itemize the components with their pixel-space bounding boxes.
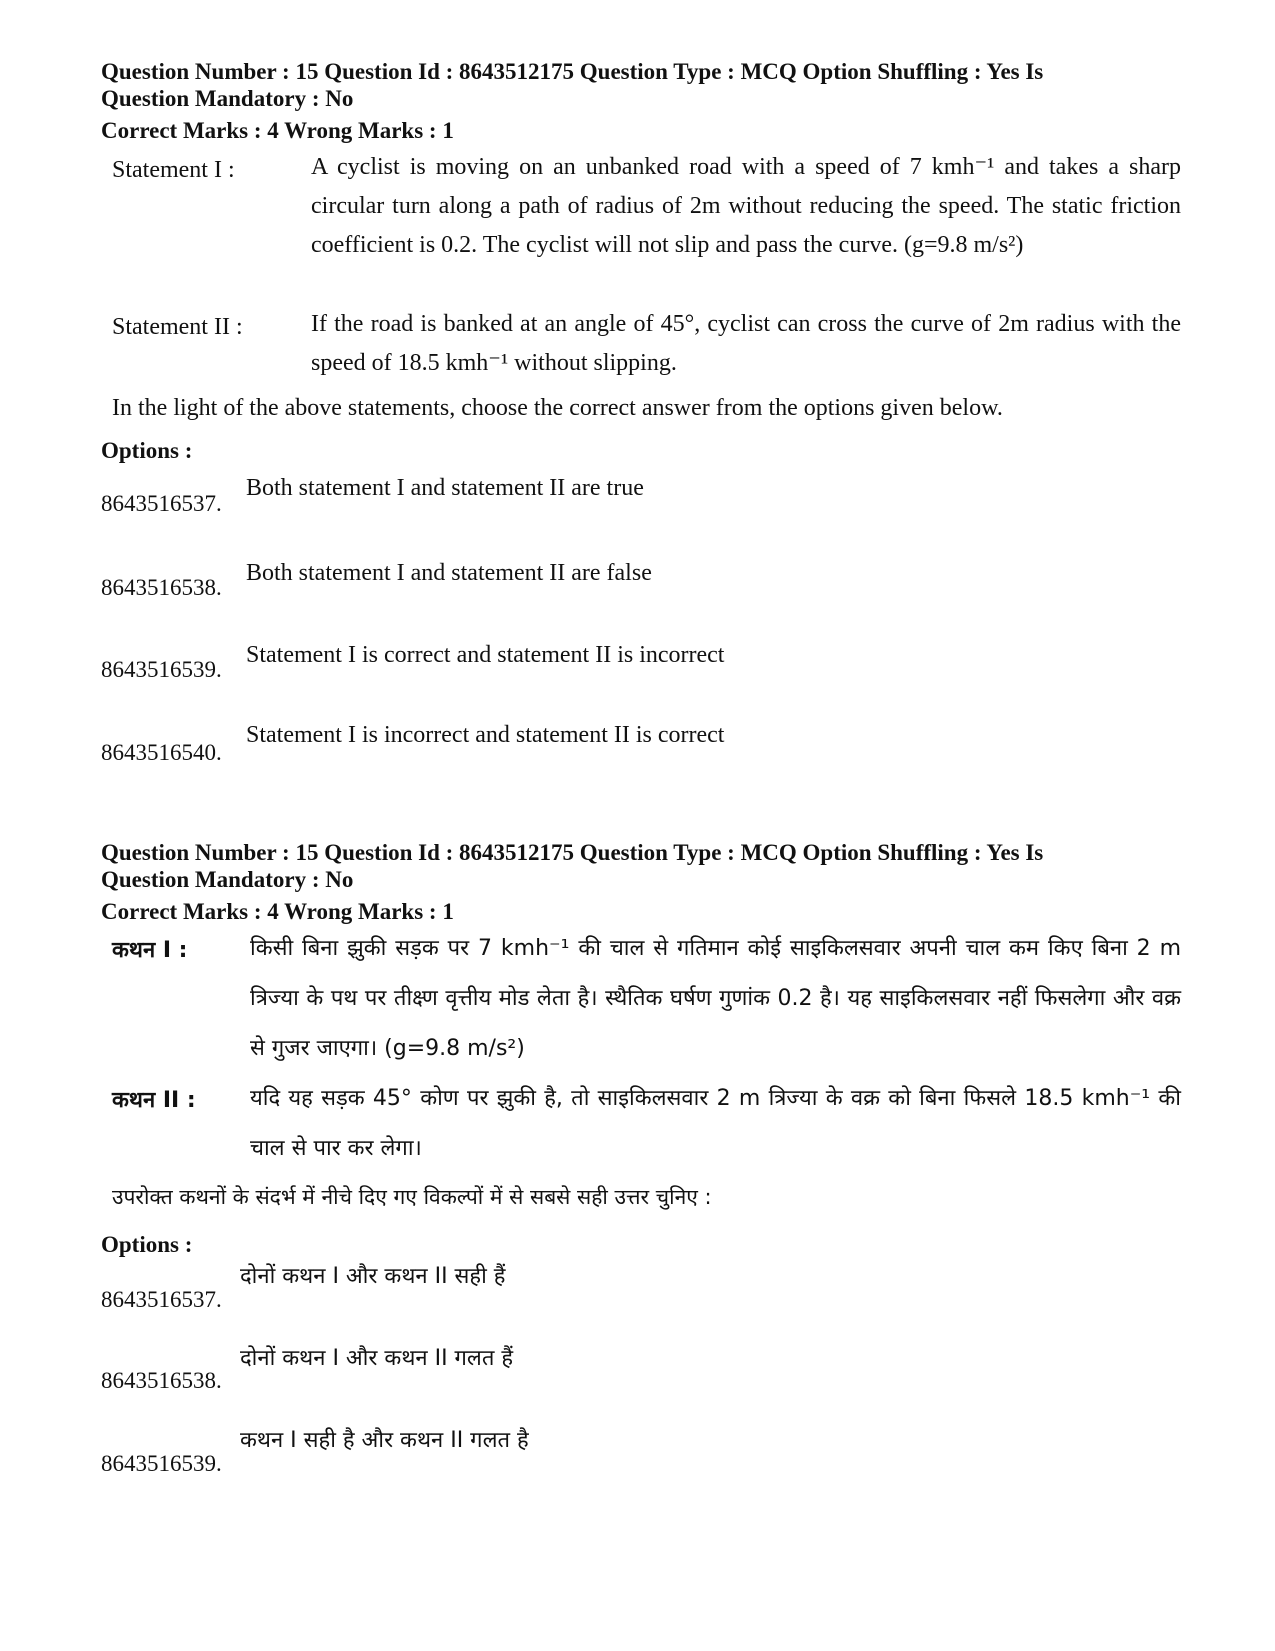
- instruction-text: उपरोक्त कथनों के संदर्भ में नीचे दिए गए विकल्पों में से सबसे सही उत्तर चुनिए :: [112, 1185, 712, 1209]
- statement-2-text: यदि यह सड़क 45° कोण पर झुकी है, तो साइकिलसवार 2 m त्रिज्या के वक्र को बिना फिसले 18.5 kmh⁻¹ की चाल से पार कर लेगा।: [250, 1086, 1181, 1161]
- option-text: दोनों कथन I और कथन II गलत हैं: [240, 1346, 514, 1371]
- statement-1-text: A cyclist is moving on an unbanked road with a speed of 7 kmh⁻¹ and takes a sharp circular turn along a path of radius of 2m without reducing the speed. The static friction coefficient is 0.2. The cyclist will not slip and pass the curve. (g=9.8 m/s²): [311, 154, 1181, 258]
- question-header-line2: Question Mandatory : No: [101, 86, 354, 111]
- question-header-line1: Question Number : 15 Question Id : 8643512175 Question Type : MCQ Option Shuffling : Yes Is: [101, 59, 1044, 84]
- statement-1-text: किसी बिना झुकी सड़क पर 7 kmh⁻¹ की चाल से गतिमान कोई साइकिलसवार अपनी चाल कम किए बिना 2 m त्रिज्या के पथ पर तीक्ष्ण वृत्तीय मोड लेता है। स्थैतिक घर्षण गुणांक 0.2 है। यह साइकिलसवार नहीं फिसलेगा और वक्र से गुजर जाएगा। (g=9.8 m/s²): [250, 936, 1181, 1061]
- question-header-line2: Question Mandatory : No: [101, 867, 354, 892]
- statement-1-label: कथन I :: [112, 938, 188, 963]
- option-id: 8643516540.: [101, 740, 222, 765]
- option-text: कथन I सही है और कथन II गलत है: [240, 1428, 529, 1453]
- statement-2-label: Statement II :: [112, 314, 243, 340]
- option-text: दोनों कथन I और कथन II सही हैं: [240, 1264, 506, 1289]
- option-id: 8643516539.: [101, 1451, 222, 1476]
- marks-line: Correct Marks : 4 Wrong Marks : 1: [101, 118, 454, 143]
- statement-2-label: कथन II :: [112, 1088, 196, 1113]
- option-id: 8643516539.: [101, 657, 222, 682]
- option-text: Statement I is correct and statement II is incorrect: [246, 642, 725, 668]
- statement-2-text: If the road is banked at an angle of 45°, cyclist can cross the curve of 2m radius with the speed of 18.5 kmh⁻¹ without slipping.: [311, 311, 1181, 376]
- options-label: Options :: [101, 1232, 193, 1257]
- option-text: Both statement I and statement II are true: [246, 475, 644, 501]
- option-id: 8643516537.: [101, 491, 222, 516]
- option-id: 8643516538.: [101, 1368, 222, 1393]
- option-text: Statement I is incorrect and statement II is correct: [246, 722, 725, 748]
- option-id: 8643516537.: [101, 1287, 222, 1312]
- question-header-line1: Question Number : 15 Question Id : 8643512175 Question Type : MCQ Option Shuffling : Yes Is: [101, 840, 1044, 865]
- options-label: Options :: [101, 438, 193, 463]
- option-text: Both statement I and statement II are false: [246, 560, 652, 586]
- statement-1-label: Statement I :: [112, 157, 235, 183]
- option-id: 8643516538.: [101, 575, 222, 600]
- instruction-text: In the light of the above statements, choose the correct answer from the options given below.: [112, 395, 1003, 421]
- marks-line: Correct Marks : 4 Wrong Marks : 1: [101, 899, 454, 924]
